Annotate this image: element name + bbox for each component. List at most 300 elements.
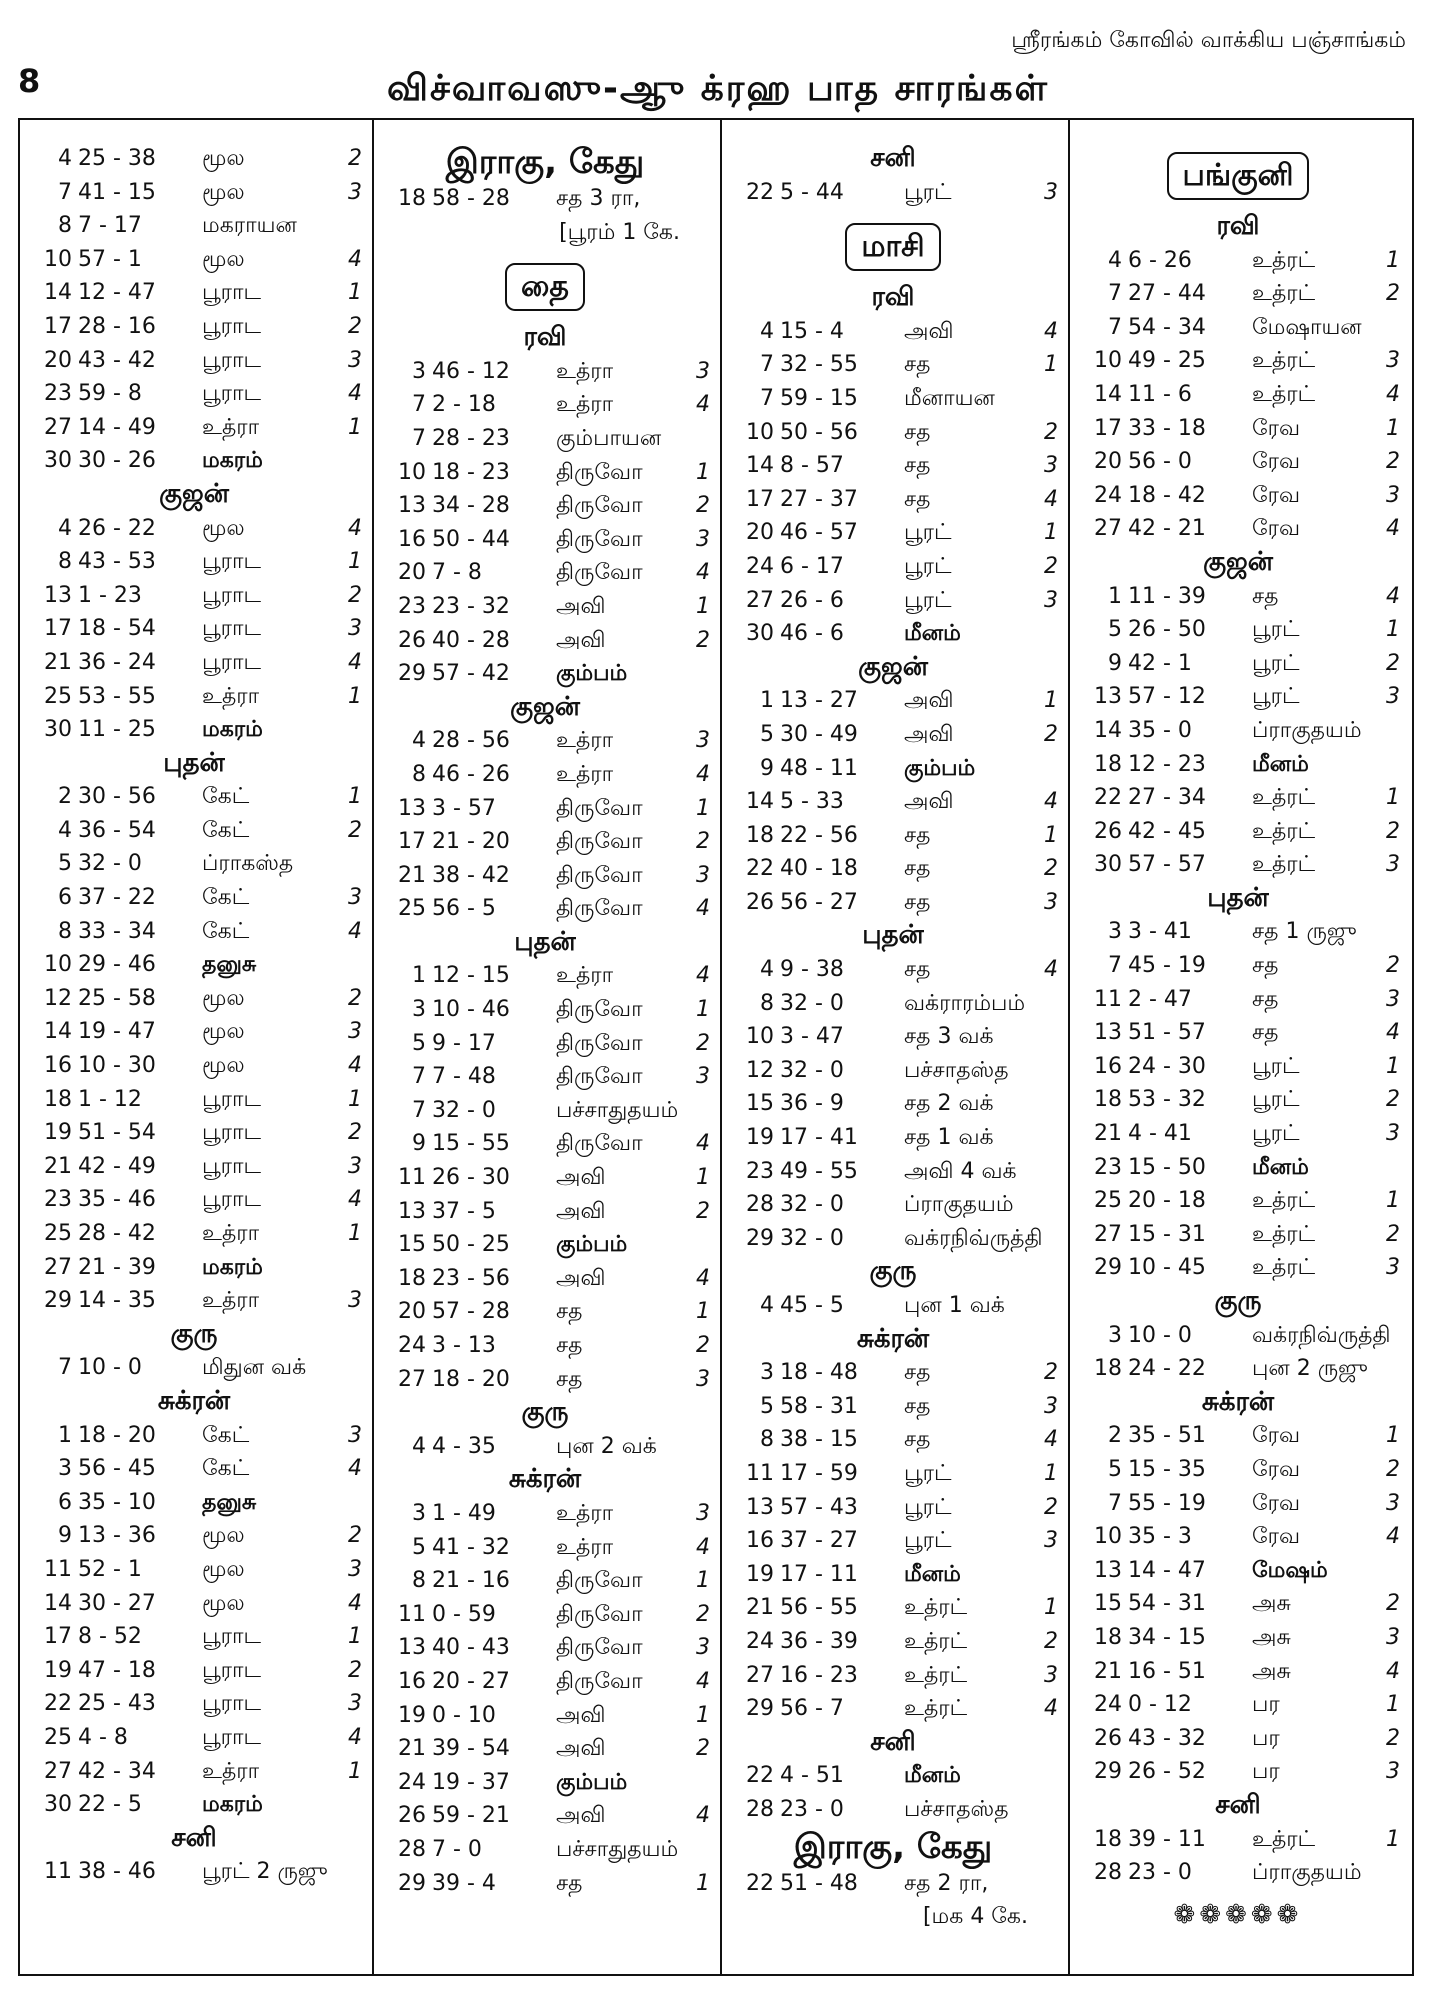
day-cell: 27 <box>44 414 72 440</box>
sign-cell: உத்ரா <box>556 963 614 989</box>
time-cell: 10 - 46 <box>432 997 510 1023</box>
sign-cell: பூராட <box>202 1691 261 1717</box>
sign-cell: பூராட <box>202 582 261 608</box>
table-row <box>26 579 362 613</box>
day-cell: 10 <box>1094 1524 1122 1550</box>
table-row <box>1076 1184 1400 1218</box>
sign-cell: திருவோ <box>556 493 643 519</box>
time-cell: 11 - 39 <box>1128 583 1206 609</box>
time-cell: 18 - 54 <box>78 616 156 642</box>
time-cell: 36 - 24 <box>78 649 156 675</box>
day-cell: 7 <box>760 352 774 378</box>
table-row <box>1076 949 1400 983</box>
table-row <box>380 1631 710 1665</box>
table-row <box>26 680 362 714</box>
table-row <box>1076 613 1400 647</box>
sign-cell: கேட் <box>202 1422 250 1448</box>
rahu-row: 18 58 - 28 சத 3 ரா, <box>398 186 641 211</box>
time-cell: 42 - 34 <box>78 1758 156 1784</box>
day-cell: 27 <box>44 1758 72 1784</box>
time-cell: 14 - 35 <box>78 1288 156 1314</box>
time-cell: 14 - 47 <box>1128 1557 1206 1583</box>
pada-cell: 4 <box>348 515 362 541</box>
sign-cell: உத்ரா <box>556 1500 614 1526</box>
time-cell: 25 - 58 <box>78 985 156 1011</box>
pada-cell: 1 <box>1386 1826 1400 1852</box>
day-cell: 13 <box>398 795 426 821</box>
day-cell: 17 <box>44 1624 72 1650</box>
time-cell: 18 - 20 <box>78 1422 156 1448</box>
sign-cell: உத்ரட் <box>1252 1221 1316 1247</box>
sign-cell: கும்பம் <box>556 661 628 687</box>
sign-cell: அவி <box>904 688 954 714</box>
sign-cell: மூல <box>202 1590 245 1616</box>
table-row <box>26 1150 362 1184</box>
table-row <box>728 1222 1058 1256</box>
time-cell: 27 - 34 <box>1128 785 1206 811</box>
time-cell: 15 - 4 <box>780 318 844 344</box>
table-row <box>380 1363 710 1397</box>
table-row <box>380 523 710 557</box>
time-cell: 24 - 30 <box>1128 1053 1206 1079</box>
table-row <box>1076 311 1400 345</box>
sign-cell: உத்ரட் <box>1252 785 1316 811</box>
sign-cell: சத <box>1252 1020 1279 1046</box>
time-cell: 11 - 25 <box>78 717 156 743</box>
time-cell: 42 - 45 <box>1128 818 1206 844</box>
sign-cell: புன 1 வக் <box>904 1293 1005 1318</box>
pada-cell: 2 <box>1044 1360 1058 1386</box>
pada-cell: 4 <box>696 1131 710 1157</box>
table-row <box>1076 1083 1400 1117</box>
rows <box>728 1759 1058 1826</box>
pada-cell: 3 <box>348 347 362 373</box>
sign-cell: பூராட <box>202 1120 261 1146</box>
time-cell: 41 - 15 <box>78 179 156 205</box>
day-cell: 19 <box>746 1125 774 1151</box>
pada-cell: 4 <box>348 918 362 944</box>
time-cell: 8 - 57 <box>780 453 844 479</box>
table-row <box>380 590 710 624</box>
pada-cell: 1 <box>348 683 362 709</box>
pada-cell: 1 <box>348 414 362 440</box>
time-cell: 13 - 27 <box>780 688 858 714</box>
page-number: 8 <box>18 62 41 100</box>
time-cell: 4 - 41 <box>1128 1121 1192 1147</box>
pada-cell: 3 <box>348 616 362 642</box>
time-cell: 26 - 6 <box>780 587 844 613</box>
sign-cell: சத 2 வக் <box>904 1091 994 1117</box>
time-cell: 10 - 0 <box>78 1355 142 1381</box>
day-cell: 21 <box>746 1595 774 1621</box>
sign-cell: சத <box>904 1427 931 1453</box>
pada-cell: 4 <box>696 1668 710 1694</box>
table-row <box>728 1591 1058 1625</box>
time-cell: 45 - 5 <box>780 1293 844 1318</box>
day-cell: 14 <box>1094 381 1122 407</box>
table-row <box>26 1183 362 1217</box>
day-cell: 4 <box>58 817 72 843</box>
planet-heading: இராகு, கேது <box>445 142 645 182</box>
table-row <box>380 489 710 523</box>
sign-cell: சத <box>1252 953 1279 979</box>
sign-cell: பச்சாதுதயம் <box>556 1097 679 1123</box>
pada-cell: 3 <box>696 1064 710 1090</box>
day-cell: 4 <box>760 318 774 344</box>
table-row <box>26 1015 362 1049</box>
day-cell: 21 <box>398 1736 426 1762</box>
table-row <box>1076 714 1400 748</box>
table-row <box>26 948 362 982</box>
table-row <box>26 1755 362 1789</box>
table-row <box>728 584 1058 618</box>
day-cell: 5 <box>412 1030 426 1056</box>
month-box: மாசி <box>728 223 1058 275</box>
rahu-continuation: [பூரம் 1 கே. <box>559 219 680 245</box>
day-cell: 4 <box>760 1293 774 1318</box>
time-cell: 35 - 46 <box>78 1187 156 1213</box>
table-row <box>380 1127 710 1161</box>
pada-cell: 2 <box>1044 856 1058 882</box>
sign-cell: திருவோ <box>556 1601 643 1627</box>
table-row <box>728 1491 1058 1525</box>
time-cell: 0 - 59 <box>432 1601 496 1627</box>
table-row <box>26 1721 362 1755</box>
pada-cell: 4 <box>348 246 362 272</box>
day-cell: 16 <box>398 526 426 552</box>
day-cell: 18 <box>746 822 774 848</box>
rows <box>728 684 1058 919</box>
day-cell: 13 <box>398 1635 426 1661</box>
table-row <box>380 388 710 422</box>
sign-cell: அவி 4 வக் <box>904 1158 1017 1184</box>
day-cell: 8 <box>58 549 72 575</box>
time-cell: 41 - 32 <box>432 1534 510 1560</box>
time-cell: 17 - 11 <box>780 1561 858 1587</box>
time-cell: 4 - 35 <box>432 1433 496 1459</box>
pada-cell: 2 <box>1386 449 1400 475</box>
table-row <box>380 959 710 993</box>
table-row <box>1076 1319 1400 1353</box>
table-row <box>728 1625 1058 1659</box>
day-cell: 13 <box>44 582 72 608</box>
pada-cell: 1 <box>696 1568 710 1594</box>
rows <box>26 780 362 1318</box>
time-cell: 39 - 11 <box>1128 1826 1206 1852</box>
sign-cell: உத்ரா <box>556 358 614 384</box>
sign-cell: உத்ரா <box>556 392 614 418</box>
pada-cell: 3 <box>696 1366 710 1392</box>
table-row <box>1076 512 1400 546</box>
pada-cell: 1 <box>348 784 362 810</box>
day-cell: 27 <box>44 1254 72 1280</box>
table-row <box>1076 1453 1400 1487</box>
sign-cell: அவி <box>904 721 954 747</box>
sign-cell: கேட் <box>202 817 250 843</box>
pada-cell: 4 <box>1386 1020 1400 1046</box>
pada-cell: 2 <box>348 1523 362 1549</box>
day-cell: 10 <box>44 952 72 978</box>
time-cell: 20 - 27 <box>432 1668 510 1694</box>
time-cell: 52 - 1 <box>78 1556 142 1582</box>
pada-cell: 1 <box>696 459 710 485</box>
sign-cell: சத <box>904 889 931 915</box>
table-row <box>728 1289 1058 1323</box>
sign-cell: சத <box>904 419 931 445</box>
sign-cell: மகராயன <box>202 213 297 239</box>
table-row <box>1076 479 1400 513</box>
time-cell: 43 - 53 <box>78 549 156 575</box>
table-row <box>26 276 362 310</box>
time-cell: 50 - 44 <box>432 526 510 552</box>
time-cell: 6 - 26 <box>1128 247 1192 273</box>
table-row <box>26 982 362 1016</box>
sign-cell: சத <box>556 1299 583 1325</box>
table-row <box>1076 344 1400 378</box>
pada-cell: 3 <box>1044 1662 1058 1688</box>
time-cell: 59 - 21 <box>432 1803 510 1829</box>
table-frame <box>18 118 1414 1976</box>
sign-cell: பூராட <box>202 649 261 675</box>
pada-cell: 1 <box>1386 785 1400 811</box>
sign-cell: ரேவ <box>1252 1524 1301 1550</box>
day-cell: 25 <box>398 896 426 922</box>
day-cell: 13 <box>1094 684 1122 710</box>
table-row <box>26 1351 362 1385</box>
pada-cell: 3 <box>1386 1759 1400 1785</box>
sign-cell: உத்ரா <box>556 728 614 754</box>
table-row <box>1076 915 1400 949</box>
pada-cell: 1 <box>696 1299 710 1325</box>
planet-heading: குரு <box>869 1256 917 1287</box>
time-cell: 57 - 42 <box>432 661 510 687</box>
day-cell: 28 <box>746 1796 774 1822</box>
day-cell: 6 <box>58 885 72 911</box>
time-cell: 49 - 55 <box>780 1158 858 1184</box>
pada-cell: 4 <box>1386 516 1400 542</box>
time-cell: 37 - 5 <box>432 1198 496 1224</box>
sign-cell: அவி <box>904 318 954 344</box>
table-row <box>728 1659 1058 1693</box>
table-row <box>26 1251 362 1285</box>
day-cell: 14 <box>746 789 774 815</box>
time-cell: 33 - 18 <box>1128 415 1206 441</box>
sign-cell: மீனம் <box>904 1561 961 1587</box>
time-cell: 19 - 37 <box>432 1769 510 1795</box>
day-cell: 27 <box>398 1366 426 1392</box>
time-cell: 15 - 50 <box>1128 1154 1206 1180</box>
pada-cell: 4 <box>1044 957 1058 983</box>
day-cell: 9 <box>58 1523 72 1549</box>
day-cell: 4 <box>58 146 72 171</box>
sign-cell: பூராட <box>202 280 261 306</box>
table-row <box>1076 1823 1400 1857</box>
table-row <box>26 1284 362 1318</box>
sign-cell: பூரட் <box>904 520 952 546</box>
table-row <box>26 310 362 344</box>
time-cell: 56 - 55 <box>780 1595 858 1621</box>
day-cell: 20 <box>746 520 774 546</box>
sign-cell: வக்ரநிவ்ருத்தி <box>904 1225 1043 1251</box>
sign-cell: உத்ரா <box>202 1288 260 1314</box>
sign-cell: ரேவ <box>1252 1490 1301 1516</box>
pada-cell: 4 <box>696 392 710 418</box>
table-row <box>728 852 1058 886</box>
day-cell: 25 <box>44 1724 72 1750</box>
day-cell: 20 <box>44 347 72 373</box>
time-cell: 25 - 38 <box>78 146 156 171</box>
table-row <box>728 516 1058 550</box>
table-row <box>1076 1050 1400 1084</box>
day-cell: 23 <box>44 381 72 407</box>
table-row <box>728 1054 1058 1088</box>
sign-cell: பூராட <box>202 1187 261 1213</box>
table-row <box>380 1228 710 1262</box>
table-row <box>1076 378 1400 412</box>
table-row <box>1076 445 1400 479</box>
sign-cell: கேட் <box>202 885 250 911</box>
sign-cell: சத <box>904 453 931 479</box>
time-cell: 34 - 28 <box>432 493 510 519</box>
sign-cell: திருவோ <box>556 1131 643 1157</box>
sign-cell: உத்ரட் <box>1252 1826 1316 1852</box>
pada-cell: 3 <box>1044 1528 1058 1554</box>
time-cell: 23 - 0 <box>780 1796 844 1822</box>
day-cell: 7 <box>412 425 426 451</box>
sign-cell: சத <box>1252 986 1279 1012</box>
time-cell: 46 - 6 <box>780 621 844 647</box>
sign-cell: சத <box>904 856 931 882</box>
pada-cell: 2 <box>1386 1456 1400 1482</box>
sign-cell: மூல <box>202 985 245 1011</box>
pada-cell: 1 <box>1386 415 1400 441</box>
day-cell: 27 <box>746 1662 774 1688</box>
pada-cell: 3 <box>348 885 362 911</box>
table-row <box>380 355 710 389</box>
table-row <box>26 344 362 378</box>
table-row <box>1076 1218 1400 1252</box>
sign-cell: மீனம் <box>904 1763 961 1789</box>
time-cell: 42 - 21 <box>1128 516 1206 542</box>
rows <box>26 1351 362 1385</box>
day-cell: 21 <box>1094 1121 1122 1147</box>
day-cell: 11 <box>398 1165 426 1191</box>
table-row <box>728 176 1058 210</box>
day-cell: 28 <box>746 1192 774 1218</box>
day-cell: 26 <box>1094 818 1122 844</box>
sign-cell: பூரட் <box>1252 650 1300 676</box>
pada-cell: 1 <box>696 1702 710 1728</box>
sign-cell: ப்ராகுதயம் <box>1252 717 1362 743</box>
day-cell: 18 <box>1094 751 1122 777</box>
table-row <box>1076 277 1400 311</box>
time-cell: 7 - 8 <box>432 560 482 586</box>
day-cell: 7 <box>1108 953 1122 979</box>
planet-heading: சுக்ரன் <box>1201 1386 1275 1417</box>
pada-cell: 1 <box>1044 352 1058 378</box>
pada-cell: 4 <box>348 1053 362 1079</box>
column-3 <box>720 120 1068 1974</box>
table-row <box>728 348 1058 382</box>
pada-cell: 2 <box>1044 553 1058 579</box>
sign-cell: அசு <box>1252 1591 1291 1617</box>
day-cell: 5 <box>58 851 72 877</box>
day-cell: 2 <box>1108 1423 1122 1449</box>
time-cell: 22 - 56 <box>780 822 858 848</box>
table-row <box>1076 1487 1400 1521</box>
sign-cell: சத <box>556 1333 583 1358</box>
time-cell: 18 - 42 <box>1128 482 1206 508</box>
day-cell: 26 <box>398 627 426 653</box>
table-row <box>1076 983 1400 1017</box>
table-row <box>728 684 1058 718</box>
sign-cell: மீனம் <box>904 621 961 647</box>
table-row <box>26 780 362 814</box>
day-cell: 25 <box>1094 1188 1122 1214</box>
sign-cell: மகரம் <box>202 717 263 743</box>
sign-cell: பூரட் <box>904 553 952 579</box>
time-cell: 2 - 18 <box>432 392 496 418</box>
time-cell: 50 - 25 <box>432 1232 510 1258</box>
sign-cell: மூல <box>202 1556 245 1582</box>
table-row <box>728 1155 1058 1189</box>
sign-cell: திருவோ <box>556 1064 643 1090</box>
day-cell: 6 <box>58 1489 72 1515</box>
table-row <box>728 1390 1058 1424</box>
day-cell: 30 <box>44 1792 72 1818</box>
table-row <box>26 915 362 949</box>
day-cell: 18 <box>398 1265 426 1291</box>
pada-cell: 1 <box>348 1624 362 1650</box>
pada-cell: 2 <box>1386 818 1400 844</box>
sign-cell: மேஷாயன <box>1252 314 1362 340</box>
time-cell: 55 - 19 <box>1128 1490 1206 1516</box>
day-cell: 24 <box>746 553 774 579</box>
pada-cell: 1 <box>1386 247 1400 273</box>
time-cell: 23 - 0 <box>1128 1860 1192 1886</box>
day-cell: 30 <box>44 448 72 474</box>
day-cell: 24 <box>398 1769 426 1795</box>
table-row <box>380 892 710 926</box>
sign-cell: மிதுன வக் <box>202 1355 307 1381</box>
sign-cell: அவி <box>904 789 954 815</box>
sign-cell: பூரட் 2 ருஜு <box>202 1859 328 1885</box>
time-cell: 12 - 15 <box>432 963 510 989</box>
day-cell: 1 <box>760 688 774 714</box>
table-row <box>1076 781 1400 815</box>
pada-cell: 4 <box>1386 1658 1400 1684</box>
planet-heading: குரு <box>521 1397 569 1428</box>
table-row <box>1076 848 1400 882</box>
sign-cell: உத்ரட் <box>1252 1188 1316 1214</box>
time-cell: 10 - 0 <box>1128 1322 1192 1348</box>
pada-cell: 4 <box>1386 1524 1400 1550</box>
time-cell: 32 - 0 <box>432 1097 496 1123</box>
table-row <box>728 1793 1058 1827</box>
sign-cell: திருவோ <box>556 997 643 1023</box>
time-cell: 16 - 51 <box>1128 1658 1206 1684</box>
sign-cell: பர <box>1252 1725 1280 1751</box>
pada-cell: 2 <box>348 146 362 171</box>
time-cell: 1 - 23 <box>78 582 142 608</box>
pada-cell: 1 <box>1386 617 1400 643</box>
table-row <box>26 1049 362 1083</box>
time-cell: 51 - 57 <box>1128 1020 1206 1046</box>
time-cell: 30 - 49 <box>780 721 858 747</box>
time-cell: 3 - 57 <box>432 795 496 821</box>
table-row <box>728 1558 1058 1592</box>
day-cell: 21 <box>398 862 426 888</box>
